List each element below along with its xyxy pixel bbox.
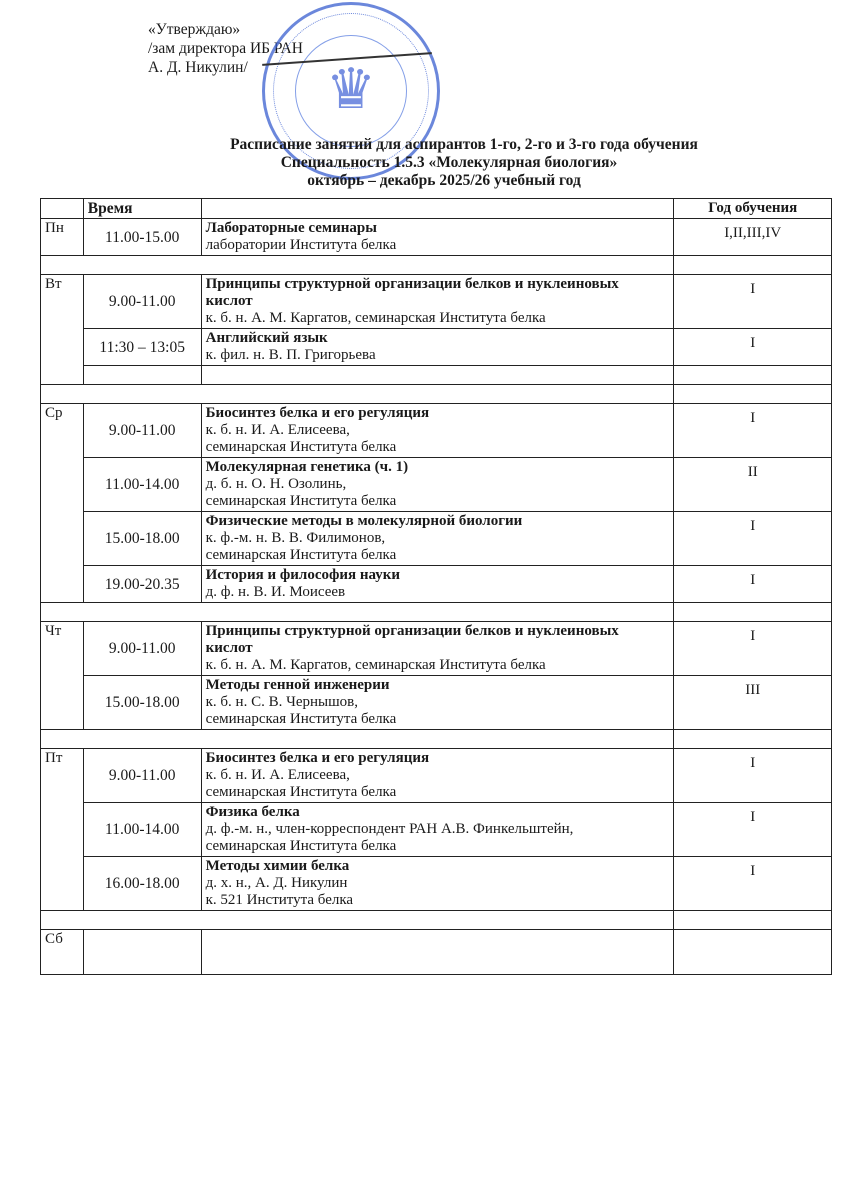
- time-cell: 11.00-14.00: [83, 458, 201, 512]
- year-cell: I: [674, 566, 832, 603]
- spacer-cell: [41, 730, 674, 749]
- subject-detail: д. б. н. О. Н. Озолинь,: [205, 476, 347, 492]
- table-row: [41, 275, 832, 329]
- spacer-cell: [674, 730, 832, 749]
- spacer-cell: [41, 911, 674, 930]
- subject-detail: семинарская Института белка: [205, 784, 397, 800]
- subject-detail: д. ф. н. В. И. Моисеев: [205, 584, 346, 600]
- subject-detail: семинарская Института белка: [205, 838, 397, 854]
- year-cell: I: [674, 622, 832, 676]
- subject-detail: к. ф.-м. н. В. В. Филимонов,: [205, 530, 386, 546]
- subject-cell: [201, 676, 674, 730]
- year-cell: [674, 366, 832, 385]
- table-row: [41, 930, 832, 975]
- table-row: [41, 803, 832, 857]
- year-cell: I: [674, 329, 832, 366]
- spacer-cell: [41, 385, 674, 404]
- time-cell: 9.00-11.00: [83, 749, 201, 803]
- coat-of-arms-icon: ♛: [325, 59, 377, 122]
- subject-cell: [201, 219, 674, 256]
- subject-detail: к. б. н. И. А. Елисеева,: [205, 422, 350, 438]
- subject-title: Физика белка: [205, 804, 300, 820]
- subject-detail: семинарская Института белка: [205, 493, 397, 509]
- time-cell: 9.00-11.00: [83, 275, 201, 329]
- table-row: [41, 366, 832, 385]
- table-row: [41, 458, 832, 512]
- subject-detail: к. 521 Института белка: [205, 892, 354, 908]
- table-row: [41, 566, 832, 603]
- page-title: [0, 136, 848, 190]
- approval-line: /зам директора ИБ РАН: [148, 40, 303, 57]
- approval-line: «Утверждаю»: [148, 21, 241, 38]
- year-cell: I: [674, 512, 832, 566]
- subject-cell: [201, 458, 674, 512]
- spacer-cell: [674, 603, 832, 622]
- time-cell: 11.00-15.00: [83, 219, 201, 256]
- subject-detail: к. фил. н. В. П. Григорьева: [205, 347, 376, 363]
- subject-title: Методы химии белка: [205, 858, 350, 874]
- subject-cell: [201, 275, 674, 329]
- day-cell: Ср: [41, 404, 84, 603]
- subject-detail: к. б. н. А. М. Каргатов, семинарская Института белка: [205, 657, 546, 673]
- title-line: Специальность 1.5.3 «Молекулярная биология»: [280, 154, 618, 171]
- schedule-table: [40, 198, 832, 975]
- spacer-cell: [674, 256, 832, 275]
- time-cell: [83, 366, 201, 385]
- subject-cell: [201, 329, 674, 366]
- subject-detail: к. б. н. С. В. Чернышов,: [205, 694, 358, 710]
- subject-detail: семинарская Института белка: [205, 711, 397, 727]
- subject-title: Биосинтез белка и его регуляция: [205, 405, 430, 421]
- time-cell: 19.00-20.35: [83, 566, 201, 603]
- table-row: [41, 749, 832, 803]
- title-line: октябрь – декабрь 2025/26 учебный год: [307, 172, 581, 189]
- time-cell: 11.00-14.00: [83, 803, 201, 857]
- day-cell: Чт: [41, 622, 84, 730]
- subject-title: Английский язык: [205, 330, 328, 346]
- table-row: [41, 512, 832, 566]
- table-row: [41, 857, 832, 911]
- spacer-cell: [41, 603, 674, 622]
- subject-title: Принципы структурной организации белков и нуклеиновых кислот: [205, 623, 619, 656]
- subject-cell: [201, 749, 674, 803]
- year-cell: III: [674, 676, 832, 730]
- header-subject: [201, 199, 674, 219]
- spacer-row: [41, 385, 832, 404]
- header-year: Год обучения: [674, 199, 832, 219]
- year-cell: I: [674, 857, 832, 911]
- subject-title: Биосинтез белка и его регуляция: [205, 750, 430, 766]
- table-row: [41, 329, 832, 366]
- subject-cell: [201, 512, 674, 566]
- subject-cell: [201, 622, 674, 676]
- table-row: [41, 676, 832, 730]
- subject-title: Физические методы в молекулярной биологии: [205, 513, 523, 529]
- day-cell: Пт: [41, 749, 84, 911]
- year-cell: I: [674, 749, 832, 803]
- spacer-row: [41, 603, 832, 622]
- subject-detail: семинарская Института белка: [205, 439, 397, 455]
- subject-title: Молекулярная генетика (ч. 1): [205, 459, 409, 475]
- year-cell: I: [674, 275, 832, 329]
- time-cell: [83, 930, 201, 975]
- spacer-row: [41, 256, 832, 275]
- subject-title: Принципы структурной организации белков и нуклеиновых кислот: [205, 276, 619, 309]
- subject-cell: [201, 366, 674, 385]
- year-cell: I: [674, 404, 832, 458]
- subject-title: История и философия науки: [205, 567, 401, 583]
- header-time: Время: [83, 199, 201, 219]
- year-cell: II: [674, 458, 832, 512]
- subject-detail: д. ф.-м. н., член-корреспондент РАН А.В. Финкельштейн,: [205, 821, 574, 837]
- title-line: Расписание занятий для аспирантов 1-го, 2-го и 3-го года обучения: [230, 136, 698, 153]
- subject-title: Методы генной инженерии: [205, 677, 390, 693]
- spacer-row: [41, 911, 832, 930]
- time-cell: 16.00-18.00: [83, 857, 201, 911]
- time-cell: 15.00-18.00: [83, 676, 201, 730]
- spacer-row: [41, 730, 832, 749]
- subject-cell: [201, 803, 674, 857]
- subject-detail: д. х. н., А. Д. Никулин: [205, 875, 348, 891]
- spacer-cell: [674, 911, 832, 930]
- day-cell: Вт: [41, 275, 84, 385]
- subject-detail: к. б. н. А. М. Каргатов, семинарская Института белка: [205, 310, 546, 326]
- table-row: [41, 404, 832, 458]
- subject-cell: [201, 404, 674, 458]
- subject-detail: лаборатории Института белка: [205, 237, 397, 253]
- time-cell: 11:30 – 13:05: [83, 329, 201, 366]
- spacer-cell: [674, 385, 832, 404]
- header-row: [41, 199, 832, 219]
- year-cell: I: [674, 803, 832, 857]
- subject-cell: [201, 566, 674, 603]
- subject-cell: [201, 857, 674, 911]
- table-row: [41, 219, 832, 256]
- time-cell: 9.00-11.00: [83, 622, 201, 676]
- subject-title: Лабораторные семинары: [205, 220, 377, 236]
- time-cell: 9.00-11.00: [83, 404, 201, 458]
- spacer-cell: [41, 256, 674, 275]
- time-cell: 15.00-18.00: [83, 512, 201, 566]
- year-cell: I,II,III,IV: [674, 219, 832, 256]
- header-day: [41, 199, 84, 219]
- day-cell: Сб: [41, 930, 84, 975]
- subject-cell: [201, 930, 674, 975]
- approval-line: А. Д. Никулин/: [148, 59, 248, 76]
- year-cell: [674, 930, 832, 975]
- subject-detail: семинарская Института белка: [205, 547, 397, 563]
- day-cell: Пн: [41, 219, 84, 256]
- subject-detail: к. б. н. И. А. Елисеева,: [205, 767, 350, 783]
- table-row: [41, 622, 832, 676]
